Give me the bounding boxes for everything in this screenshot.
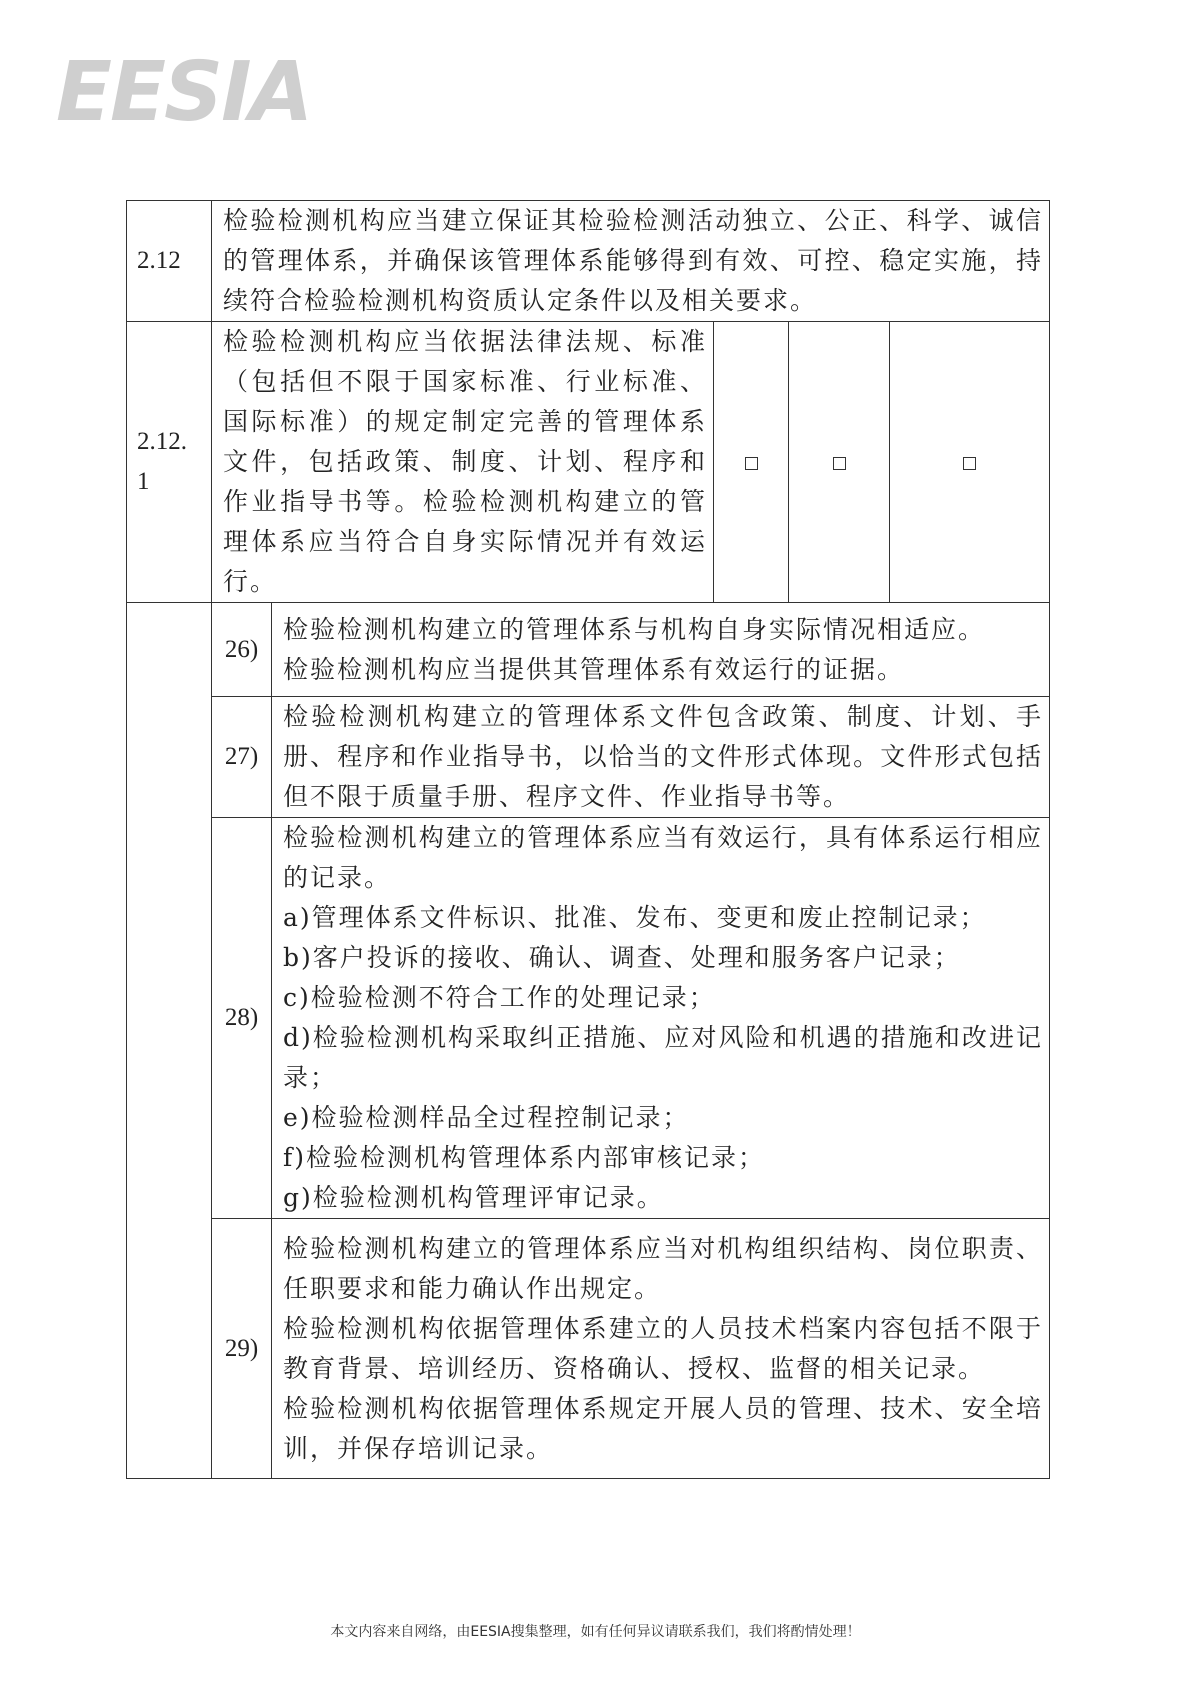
item-text — [272, 603, 1050, 697]
item-line: 检验检测机构建立的管理体系与机构自身实际情况相适应。 — [283, 614, 986, 644]
item-line: b)客户投诉的接收、确认、调查、处理和服务客户记录； — [283, 943, 961, 972]
eesia-logo: EESIA — [56, 45, 312, 140]
item-line: 检验检测机构应当提供其管理体系有效运行的证据。 — [283, 654, 905, 684]
item-line: 检验检测机构建立的管理体系文件包含政策、制度、计划、手册、程序和作业指导书，以恰当的文件形式体现。文件形式包括但不限于质量手册、程序文件、作业指导书等。 — [283, 702, 1044, 811]
item-row-26 — [127, 603, 1050, 697]
item-line: a)管理体系文件标识、批准、发布、变更和废止控制记录； — [283, 903, 987, 932]
item-line: 检验检测机构建立的管理体系应当有效运行，具有体系运行相应的记录。 — [283, 823, 1044, 892]
clause-number — [127, 322, 212, 603]
clause-number-line: 1 — [137, 468, 150, 495]
clause-row-2-12-1 — [127, 322, 1050, 603]
item-line: f)检验检测机构管理体系内部审核记录； — [283, 1143, 766, 1172]
item-line: 检验检测机构建立的管理体系应当对机构组织结构、岗位职责、任职要求和能力确认作出规定。 — [283, 1233, 1044, 1303]
item-row-27 — [127, 697, 1050, 818]
item-text — [272, 1219, 1050, 1479]
item-number: 29) — [212, 1219, 272, 1479]
item-line: g)检验检测机构管理评审记录。 — [283, 1183, 664, 1212]
item-text — [272, 697, 1050, 818]
clause-row-2-12 — [127, 201, 1050, 322]
clause-text: 检验检测机构应当建立保证其检验检测活动独立、公正、科学、诚信的管理体系，并确保该管理体系能够得到有效、可控、稳定实施，持续符合检验检测机构资质认定条件以及相关要求。 — [212, 201, 1050, 322]
item-row-28 — [127, 818, 1050, 1219]
clause-text: 检验检测机构应当依据法律法规、标准（包括但不限于国家标准、行业标准、国际标准）的规定制定完善的管理体系文件，包括政策、制度、计划、程序和作业指导书等。检验检测机构建立的管理体系应当符合自身实际情况并有效运行。 — [212, 322, 714, 603]
footer-note: 本文内容来自网络，由EESIA搜集整理，如有任何异议请联系我们，我们将酌情处理！ — [330, 1624, 861, 1640]
item-line: 检验检测机构依据管理体系规定开展人员的管理、技术、安全培训，并保存培训记录。 — [283, 1393, 1044, 1463]
item-number: 26) — [212, 603, 272, 697]
item-number: 27) — [212, 697, 272, 818]
item-line: d)检验检测机构采取纠正措施、应对风险和机遇的措施和改进记录； — [283, 1023, 1044, 1092]
checkbox[interactable] — [833, 457, 846, 470]
checkbox[interactable] — [745, 457, 758, 470]
item-line: e)检验检测样品全过程控制记录； — [283, 1103, 690, 1132]
checkbox[interactable] — [963, 457, 976, 470]
item-number: 28) — [212, 818, 272, 1219]
clause-number-line: 2.12. — [137, 428, 187, 455]
checkbox-cell-3[interactable] — [890, 322, 1050, 603]
checkbox-cell-2[interactable] — [789, 322, 890, 603]
clause-number: 2.12 — [127, 201, 212, 322]
requirements-table — [126, 200, 1050, 1479]
item-row-29 — [127, 1219, 1050, 1479]
item-line: 检验检测机构依据管理体系建立的人员技术档案内容包括不限于教育背景、培训经历、资格确认、授权、监督的相关记录。 — [283, 1313, 1044, 1383]
checkbox-cell-1[interactable] — [714, 322, 789, 603]
item-line: c)检验检测不符合工作的处理记录； — [283, 983, 716, 1012]
item-text — [272, 818, 1050, 1219]
item-group-blank-cell — [127, 603, 212, 1479]
